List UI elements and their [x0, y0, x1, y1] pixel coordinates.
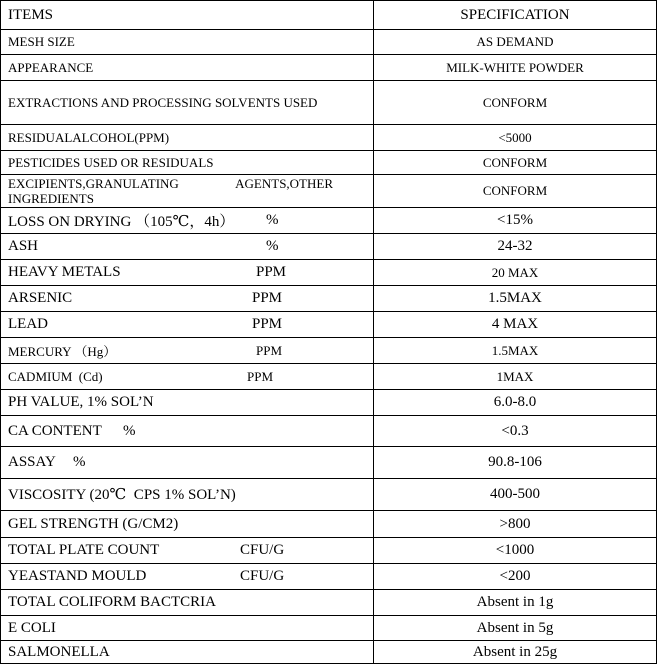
specification-value: CONFORM: [482, 183, 548, 198]
item-name: LOSS ON DRYING （105℃，4h）: [8, 214, 235, 230]
item-unit: PPM: [252, 316, 283, 332]
specification-cell: [374, 479, 656, 510]
specification-value: CONFORM: [482, 94, 548, 110]
item-cell: [1, 447, 374, 478]
item-name: PH VALUE, 1% SOL’N: [8, 394, 154, 410]
item-cell: [1, 590, 374, 615]
table-row: [1, 208, 656, 234]
item-unit: PPM: [252, 290, 283, 306]
item-name: MESH SIZE: [8, 34, 75, 49]
specification-value: MILK-WHITE POWDER: [446, 59, 584, 75]
item-cell: [1, 338, 374, 363]
item-name: APPEARANCE: [8, 59, 94, 75]
item-cell: [1, 234, 374, 259]
table-row: [1, 260, 656, 286]
item-name: CADMIUM (Cd): [8, 368, 103, 384]
specification-cell: [374, 151, 656, 174]
specification-cell: [374, 286, 656, 311]
specification-value: 4 MAX: [491, 316, 539, 332]
specification-cell: [374, 364, 656, 389]
specification-cell: [374, 590, 656, 615]
specification-value: Absent in 1g: [476, 594, 554, 610]
specification-value: CONFORM: [482, 154, 548, 170]
specification-cell: [374, 30, 656, 54]
specification-value: >800: [499, 515, 531, 532]
item-name: GEL STRENGTH (G/CM2): [8, 515, 179, 532]
specification-cell: [374, 511, 656, 537]
item-cell: [1, 416, 374, 446]
specification-cell: [374, 312, 656, 337]
specification-value: <200: [499, 568, 531, 584]
table-row: [1, 125, 656, 151]
item-cell: [1, 364, 374, 389]
item-name: SALMONELLA: [8, 643, 110, 660]
specification-cell: [374, 338, 656, 363]
item-name: CA CONTENT: [8, 422, 102, 439]
specification-cell: [374, 416, 656, 446]
specification-value: 6.0-8.0: [493, 394, 537, 410]
specification-value: 400-500: [490, 486, 540, 502]
item-cell: [1, 125, 374, 150]
item-name: E COLI: [8, 619, 56, 636]
item-cell: [1, 390, 374, 415]
item-name: HEAVY METALS: [8, 264, 121, 280]
table-row: [1, 447, 656, 479]
item-cell: [1, 511, 374, 537]
item-name: LEAD: [8, 316, 48, 332]
header-specification-label: SPECIFICATION: [460, 6, 570, 23]
table-row: [1, 390, 656, 416]
table-row: [1, 312, 656, 338]
table-row: [1, 81, 656, 125]
specification-value: 24-32: [497, 238, 533, 254]
table-row: [1, 286, 656, 312]
specification-cell: [374, 447, 656, 478]
table-row: [1, 590, 656, 616]
item-cell: [1, 175, 374, 207]
item-name: ASH: [8, 238, 39, 254]
specification-cell: [374, 641, 656, 663]
specification-cell: [374, 55, 656, 80]
table-header-row: [1, 1, 656, 30]
item-unit: PPM: [247, 368, 274, 384]
table-row: [1, 151, 656, 175]
specification-cell: [374, 234, 656, 259]
table-row: [1, 416, 656, 447]
item-unit: PPM: [256, 342, 283, 358]
specification-cell: [374, 390, 656, 415]
specification-value: <5000: [498, 129, 532, 145]
table-row: [1, 364, 656, 390]
table-row: [1, 55, 656, 81]
item-name: RESIDUALALCOHOL(PPM): [8, 129, 170, 145]
table-row: [1, 538, 656, 564]
table-row: [1, 479, 656, 511]
specification-cell: [374, 125, 656, 150]
item-unit: %: [266, 212, 279, 228]
item-name: VISCOSITY (20℃ CPS 1% SOL’N): [8, 487, 236, 503]
item-name: PESTICIDES USED OR RESIDUALS: [8, 154, 214, 170]
item-cell: [1, 616, 374, 640]
item-cell: [1, 479, 374, 510]
item-name: EXCIPIENTS,GRANULATING AGENTS,OTHER INGREDIENTS: [8, 176, 333, 206]
item-name: TOTAL COLIFORM BACTCRIA: [8, 594, 216, 610]
item-name: ARSENIC: [8, 290, 73, 306]
specification-cell: [374, 538, 656, 563]
item-cell: [1, 312, 374, 337]
specification-value: Absent in 5g: [476, 619, 554, 636]
header-items-label: ITEMS: [8, 6, 53, 23]
specification-value: <15%: [497, 212, 533, 228]
table-row: [1, 30, 656, 55]
specification-value: Absent in 25g: [472, 643, 558, 660]
header-items: [1, 1, 374, 29]
item-name: MERCURY （Hg）: [8, 344, 117, 359]
item-unit: CFU/G: [240, 542, 285, 558]
item-cell: [1, 641, 374, 663]
specification-value: 20 MAX: [491, 264, 539, 280]
item-name: ASSAY: [8, 454, 56, 470]
specification-cell: [374, 260, 656, 285]
table-row: [1, 234, 656, 260]
item-cell: [1, 286, 374, 311]
item-unit: %: [73, 454, 86, 470]
item-cell: [1, 81, 374, 124]
specification-value: AS DEMAND: [476, 34, 554, 49]
specification-value: 1.5MAX: [491, 342, 539, 358]
table-row: [1, 616, 656, 641]
table-row: [1, 564, 656, 590]
item-unit: PPM: [256, 264, 287, 280]
item-cell: [1, 30, 374, 54]
item-unit: %: [266, 238, 279, 254]
table-row: [1, 338, 656, 364]
specification-value: 1.5MAX: [488, 290, 542, 306]
specification-value: <0.3: [501, 422, 529, 439]
item-cell: [1, 564, 374, 589]
item-cell: [1, 538, 374, 563]
item-name: TOTAL PLATE COUNT: [8, 542, 160, 558]
item-cell: [1, 208, 374, 233]
header-specification: [374, 1, 656, 29]
specification-cell: [374, 81, 656, 124]
specification-cell: [374, 564, 656, 589]
item-unit: %: [123, 422, 136, 439]
item-cell: [1, 151, 374, 174]
specification-cell: [374, 616, 656, 640]
item-cell: [1, 260, 374, 285]
specification-value: 1MAX: [496, 368, 534, 384]
item-unit: CFU/G: [240, 568, 285, 584]
item-name: YEASTAND MOULD: [8, 568, 147, 584]
specification-value: <1000: [495, 542, 535, 558]
item-name: EXTRACTIONS AND PROCESSING SOLVENTS USED: [8, 95, 318, 110]
specification-cell: [374, 208, 656, 233]
table-row: [1, 641, 656, 663]
specification-value: 90.8-106: [488, 454, 542, 470]
specification-cell: [374, 175, 656, 207]
item-cell: [1, 55, 374, 80]
table-row: [1, 511, 656, 538]
table-row: [1, 175, 656, 208]
